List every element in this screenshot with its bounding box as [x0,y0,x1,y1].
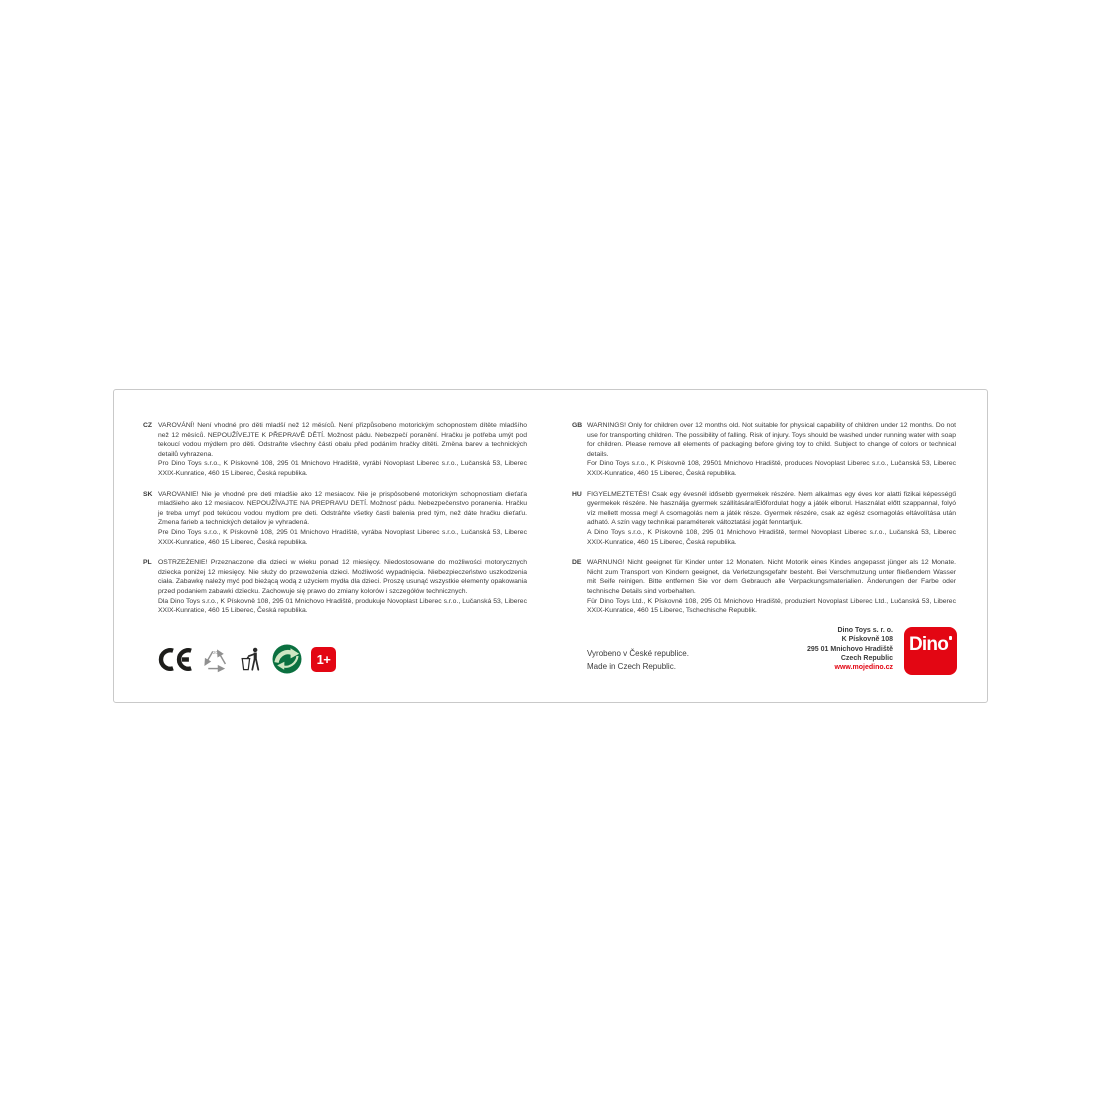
company-name: Dino Toys s. r. o. [837,627,893,634]
language-code-gb: GB [572,422,583,429]
language-text-pl [158,558,527,616]
age-recommendation-badge: 1+ [311,647,336,672]
warning-text-de: WARNUNG! Nicht geeignet für Kinder unter 12 Monaten. Nicht Motorik eines Kindes angepasst jünger als 12 Monate. Nicht zum Transport von Kindern geeignet, da Verletzungsgefahr besteht. Bei Verschmutzung unter fließendem Wasser mit Seife reinigen. Bitte entfernen Sie vor dem Gebrauch alle Verpackungsmaterialien. Änderungen der Farbe oder technische Details sind vorbehalten. [587,559,956,595]
language-code-cz: CZ [143,422,153,429]
company-website-link[interactable]: www.mojedino.cz [834,664,893,672]
warning-block-hu [572,490,956,548]
warning-block-gb [572,421,956,479]
warning-text-cz: VAROVÁNÍ! Není vhodné pro děti mladší než 12 měsíců. Není přizpůsobeno motorickým schopnostem dítěte mladšího než 12 měsíců. NEPOUŽÍVEJTE K PŘEPRAVĚ DĚTÍ. Možnost pádu. Nebezpečí poranění. Hračku je potřeba umýt pod tekoucí vodou mýdlem pro děti. Odstraňte všechny části obalu před podáním hračky dítěti. Změna barev a technických detailů vyhrazena. [158,422,527,458]
warning-block-cz [143,421,527,479]
company-address-block [807,626,893,672]
language-code-pl: PL [143,559,152,567]
dino-logo [904,627,957,675]
ce-mark-icon [155,646,192,673]
recycling-symbol-icon [201,645,230,674]
manufacturer-address-cz: Pro Dino Toys s.r.o., K Pískovně 108, 295 01 Mnichovo Hradiště, vyrábí Novoplast Liberec s.r.o., Lučanská 53, Liberec XXIX-Kunratice, 460 15 Liberec, Česká republika. [158,460,527,477]
manufacturer-address-hu: A Dino Toys s.r.o., K Pískovně 108, 295 01 Mnichovo Hradiště, termel Novoplast Liberec s.r.o., Lučanská 53, Liberec XXIX-Kunratice, 460 15 Liberec, Česká republika. [587,528,956,546]
warning-panel [113,389,988,703]
company-country: Czech Republic [840,654,893,662]
language-code-sk: SK [143,490,153,498]
company-street: K Pískovně 108 [841,636,893,644]
warning-text-pl: OSTRZEŻENIE! Przeznaczone dla dzieci w wieku ponad 12 miesięcy. Niedostosowane do możliwości motorycznych dziecka poniżej 12 miesięcy. Nie służy do przewożenia dzieci. Możliwość wypadnięcia. Niebezpieczeństwo uszkodzenia ciała. Zabawkę należy myć pod bieżącą wodą z użyciem mydła dla dzieci. Proszę usunąć wszystkie elementy opakowania przed podaniem zabawki dziecku. Zachowuje się prawo do zmiany kolorów i szczegółów technicznych. [158,559,527,595]
manufacturer-address-sk: Pre Dino Toys s.r.o., K Pískovně 108, 295 01 Mnichovo Hradiště, vyrába Novoplast Liberec s.r.o., Lučanská 53, Liberec XXIX-Kunratice, 460 15 Liberec, Česká republika. [158,528,527,546]
left-column [143,421,527,627]
warning-text-sk: VAROVANIE! Nie je vhodné pre deti mladšie ako 12 mesiacov. Nie je prispôsobené motorickým schopnostiam dieťaťa mladšieho ako 12 mesiacov. NEPOUŽÍVAJTE NA PREPRAVU DETÍ. Možnosť pádu. Nebezpečenstvo poranenia. Hračku je treba umyť pod tekúcou vodou mydlom pre deti. Odstráňte všetky časti balenia pred tým, než dáte hračku dieťaťu. Zmena farieb a technických detailov je vyhradená. [158,490,527,527]
manufacturer-address-pl: Dla Dino Toys s.r.o., K Pískovně 108, 295 01 Mnichovo Hradiště, produkuje Novoplast Liberec s.r.o., Lučanská 53, Liberec XXIX-Kunratice, 460 15 Liberec, Česká republika. [158,597,527,615]
language-code-hu: HU [572,490,582,498]
company-city: 295 01 Mnichovo Hradiště [807,645,893,653]
warning-text-hu: FIGYELMEZTETÉS! Csak egy évesnél idősebb gyermekek részére. Nem alkalmas egy éves kor alatti fizikai képességű gyermekek részére. Ne használja gyermek szállítására!Előfordulat hogy a játék elborul. Használat előtt szappannal, folyó víz mellett mossa meg! A csomagolás nem a játék része. Gyermek részére, csak az egész csomagolás eltávolítása után adható. A szín vagy technikai paraméterek változtatási jogát fenntartjuk. [587,490,956,527]
manufacturer-address-gb: For Dino Toys s.r.o., K Pískovně 108, 29501 Mnichovo Hradiště, produces Novoplast Liberec s.r.o., Lučanská 53, Liberec XXIX-Kunratice, 460 15 Liberec, Česká republika. [587,460,956,477]
warning-block-sk [143,490,527,548]
made-in-line-cz: Vyrobeno v České republice. [587,649,689,658]
made-in-line-en: Made in Czech Republic. [587,662,676,671]
right-column [572,421,956,627]
trademark-mark-icon [949,636,952,640]
language-text-hu [587,490,956,548]
certification-icons-row [155,643,336,675]
language-code-de: DE [572,559,582,567]
language-text-sk [158,490,527,548]
green-dot-icon [272,644,302,674]
language-text-cz [158,421,527,479]
made-in-text [587,647,689,673]
dino-logo-text: Dino [908,634,948,655]
warning-block-de [572,558,956,616]
tidy-man-icon [239,646,263,672]
manufacturer-address-de: Für Dino Toys Ltd., K Pískovně 108, 295 01 Mnichovo Hradiště, produziert Novoplast Liberec Ltd., Lučanská 53, Liberec XXIX-Kunratice, 460 15 Liberec, Tschechische Republik. [587,597,956,615]
language-text-gb [587,421,956,479]
language-text-de [587,558,956,616]
warning-block-pl [143,558,527,616]
recycling-code: 20 [212,649,218,655]
warning-text-gb: WARNINGS! Only for children over 12 months old. Not suitable for physical capability of children under 12 months. Do not use for transporting children. The possibility of falling. Risk of injury. Toys should be washed under running water with soap for children. Please remove all elements of packaging before giving toy to child. Subject to change of colors or technical details. [587,422,956,458]
